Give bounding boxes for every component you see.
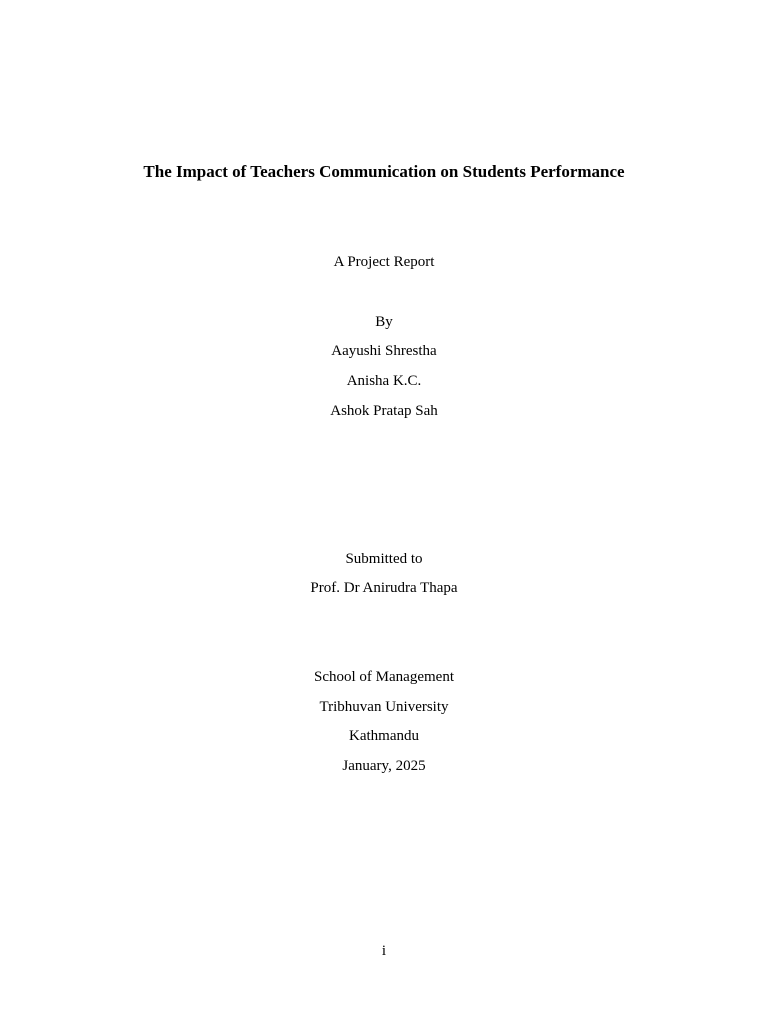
submitted-to-label: Submitted to [345, 551, 423, 567]
submission-date: January, 2025 [342, 758, 426, 774]
school-name: School of Management [314, 669, 454, 685]
by-label: By [375, 314, 393, 330]
report-type: A Project Report [333, 254, 435, 270]
page-number: i [381, 943, 387, 959]
university-name: Tribhuvan University [319, 699, 449, 715]
author-name: Aayushi Shrestha [331, 343, 437, 359]
supervisor-name: Prof. Dr Anirudra Thapa [310, 580, 458, 596]
city-name: Kathmandu [349, 728, 419, 744]
author-name: Ashok Pratap Sah [330, 403, 438, 419]
author-name: Anisha K.C. [346, 373, 422, 389]
document-title: The Impact of Teachers Communication on Students Performance [143, 162, 625, 181]
